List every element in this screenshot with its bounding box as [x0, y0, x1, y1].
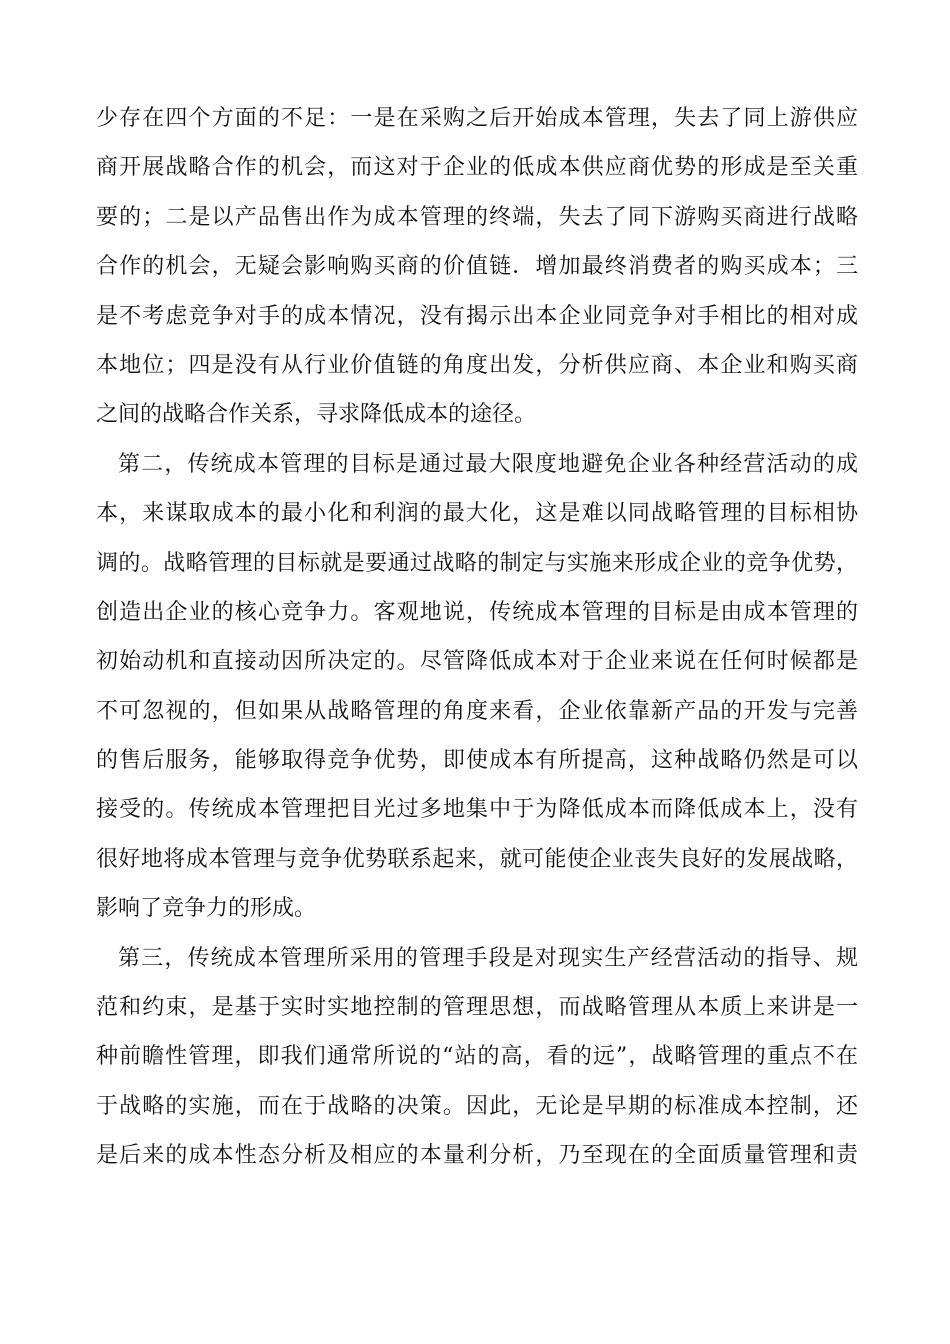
text-line: 于战略的实施，而在于战略的决策。因此，无论是早期的标准成本控制，还 — [96, 1093, 858, 1119]
paragraph-3 — [96, 934, 858, 1181]
paragraph-2 — [96, 440, 858, 934]
text-line: 不可忽视的，但如果从战略管理的角度来看，企业依靠新产品的开发与完善 — [96, 698, 858, 724]
document-page — [96, 94, 858, 1181]
text-line: 之间的战略合作关系，寻求降低成本的途径。 — [96, 402, 537, 428]
text-line: 调的。战略管理的目标就是要通过战略的制定与实施来形成企业的竞争优势， — [96, 550, 858, 576]
text-line: 第二，传统成本管理的目标是通过最大限度地避免企业各种经营活动的成 — [118, 451, 858, 477]
text-line: 商开展战略合作的机会，而这对于企业的低成本供应商优势的形成是至关重 — [96, 155, 858, 181]
text-line: 本地位；四是没有从行业价值链的角度出发，分析供应商、本企业和购买商 — [96, 352, 858, 378]
text-line: 第三，传统成本管理所采用的管理手段是对现实生产经营活动的指导、规 — [118, 945, 858, 971]
text-line: 种前瞻性管理，即我们通常所说的“站的高，看的远”，战略管理的重点不在 — [96, 1044, 858, 1070]
text-line: 少存在四个方面的不足：一是在采购之后开始成本管理，失去了同上游供应 — [96, 106, 858, 131]
text-line: 是后来的成本性态分析及相应的本量利分析，乃至现在的全面质量管理和责 — [96, 1143, 858, 1169]
text-line: 影响了竞争力的形成。 — [96, 896, 317, 922]
text-line: 本，来谋取成本的最小化和利润的最大化，这是难以同战略管理的目标相协 — [96, 501, 858, 527]
text-line: 创造出企业的核心竞争力。客观地说，传统成本管理的目标是由成本管理的 — [96, 599, 858, 625]
text-line: 要的；二是以产品售出作为成本管理的终端，失去了同下游购买商进行战略 — [96, 204, 858, 230]
text-line: 合作的机会，无疑会影响购买商的价值链．增加最终消费者的购买成本；三 — [96, 254, 858, 280]
text-line: 初始动机和直接动因所决定的。尽管降低成本对于企业来说在任何时候都是 — [96, 649, 858, 675]
text-line: 的售后服务，能够取得竞争优势，即使成本有所提高，这种战略仍然是可以 — [96, 748, 858, 774]
paragraph-1 — [96, 94, 858, 440]
text-line: 是不考虑竞争对手的成本情况，没有揭示出本企业同竞争对手相比的相对成 — [96, 303, 858, 329]
text-line: 很好地将成本管理与竞争优势联系起来，就可能使企业丧失良好的发展战略， — [96, 846, 858, 872]
text-line: 接受的。传统成本管理把目光过多地集中于为降低成本而降低成本上，没有 — [96, 797, 858, 823]
text-line: 范和约束，是基于实时实地控制的管理思想，而战略管理从本质上来讲是一 — [96, 995, 858, 1021]
